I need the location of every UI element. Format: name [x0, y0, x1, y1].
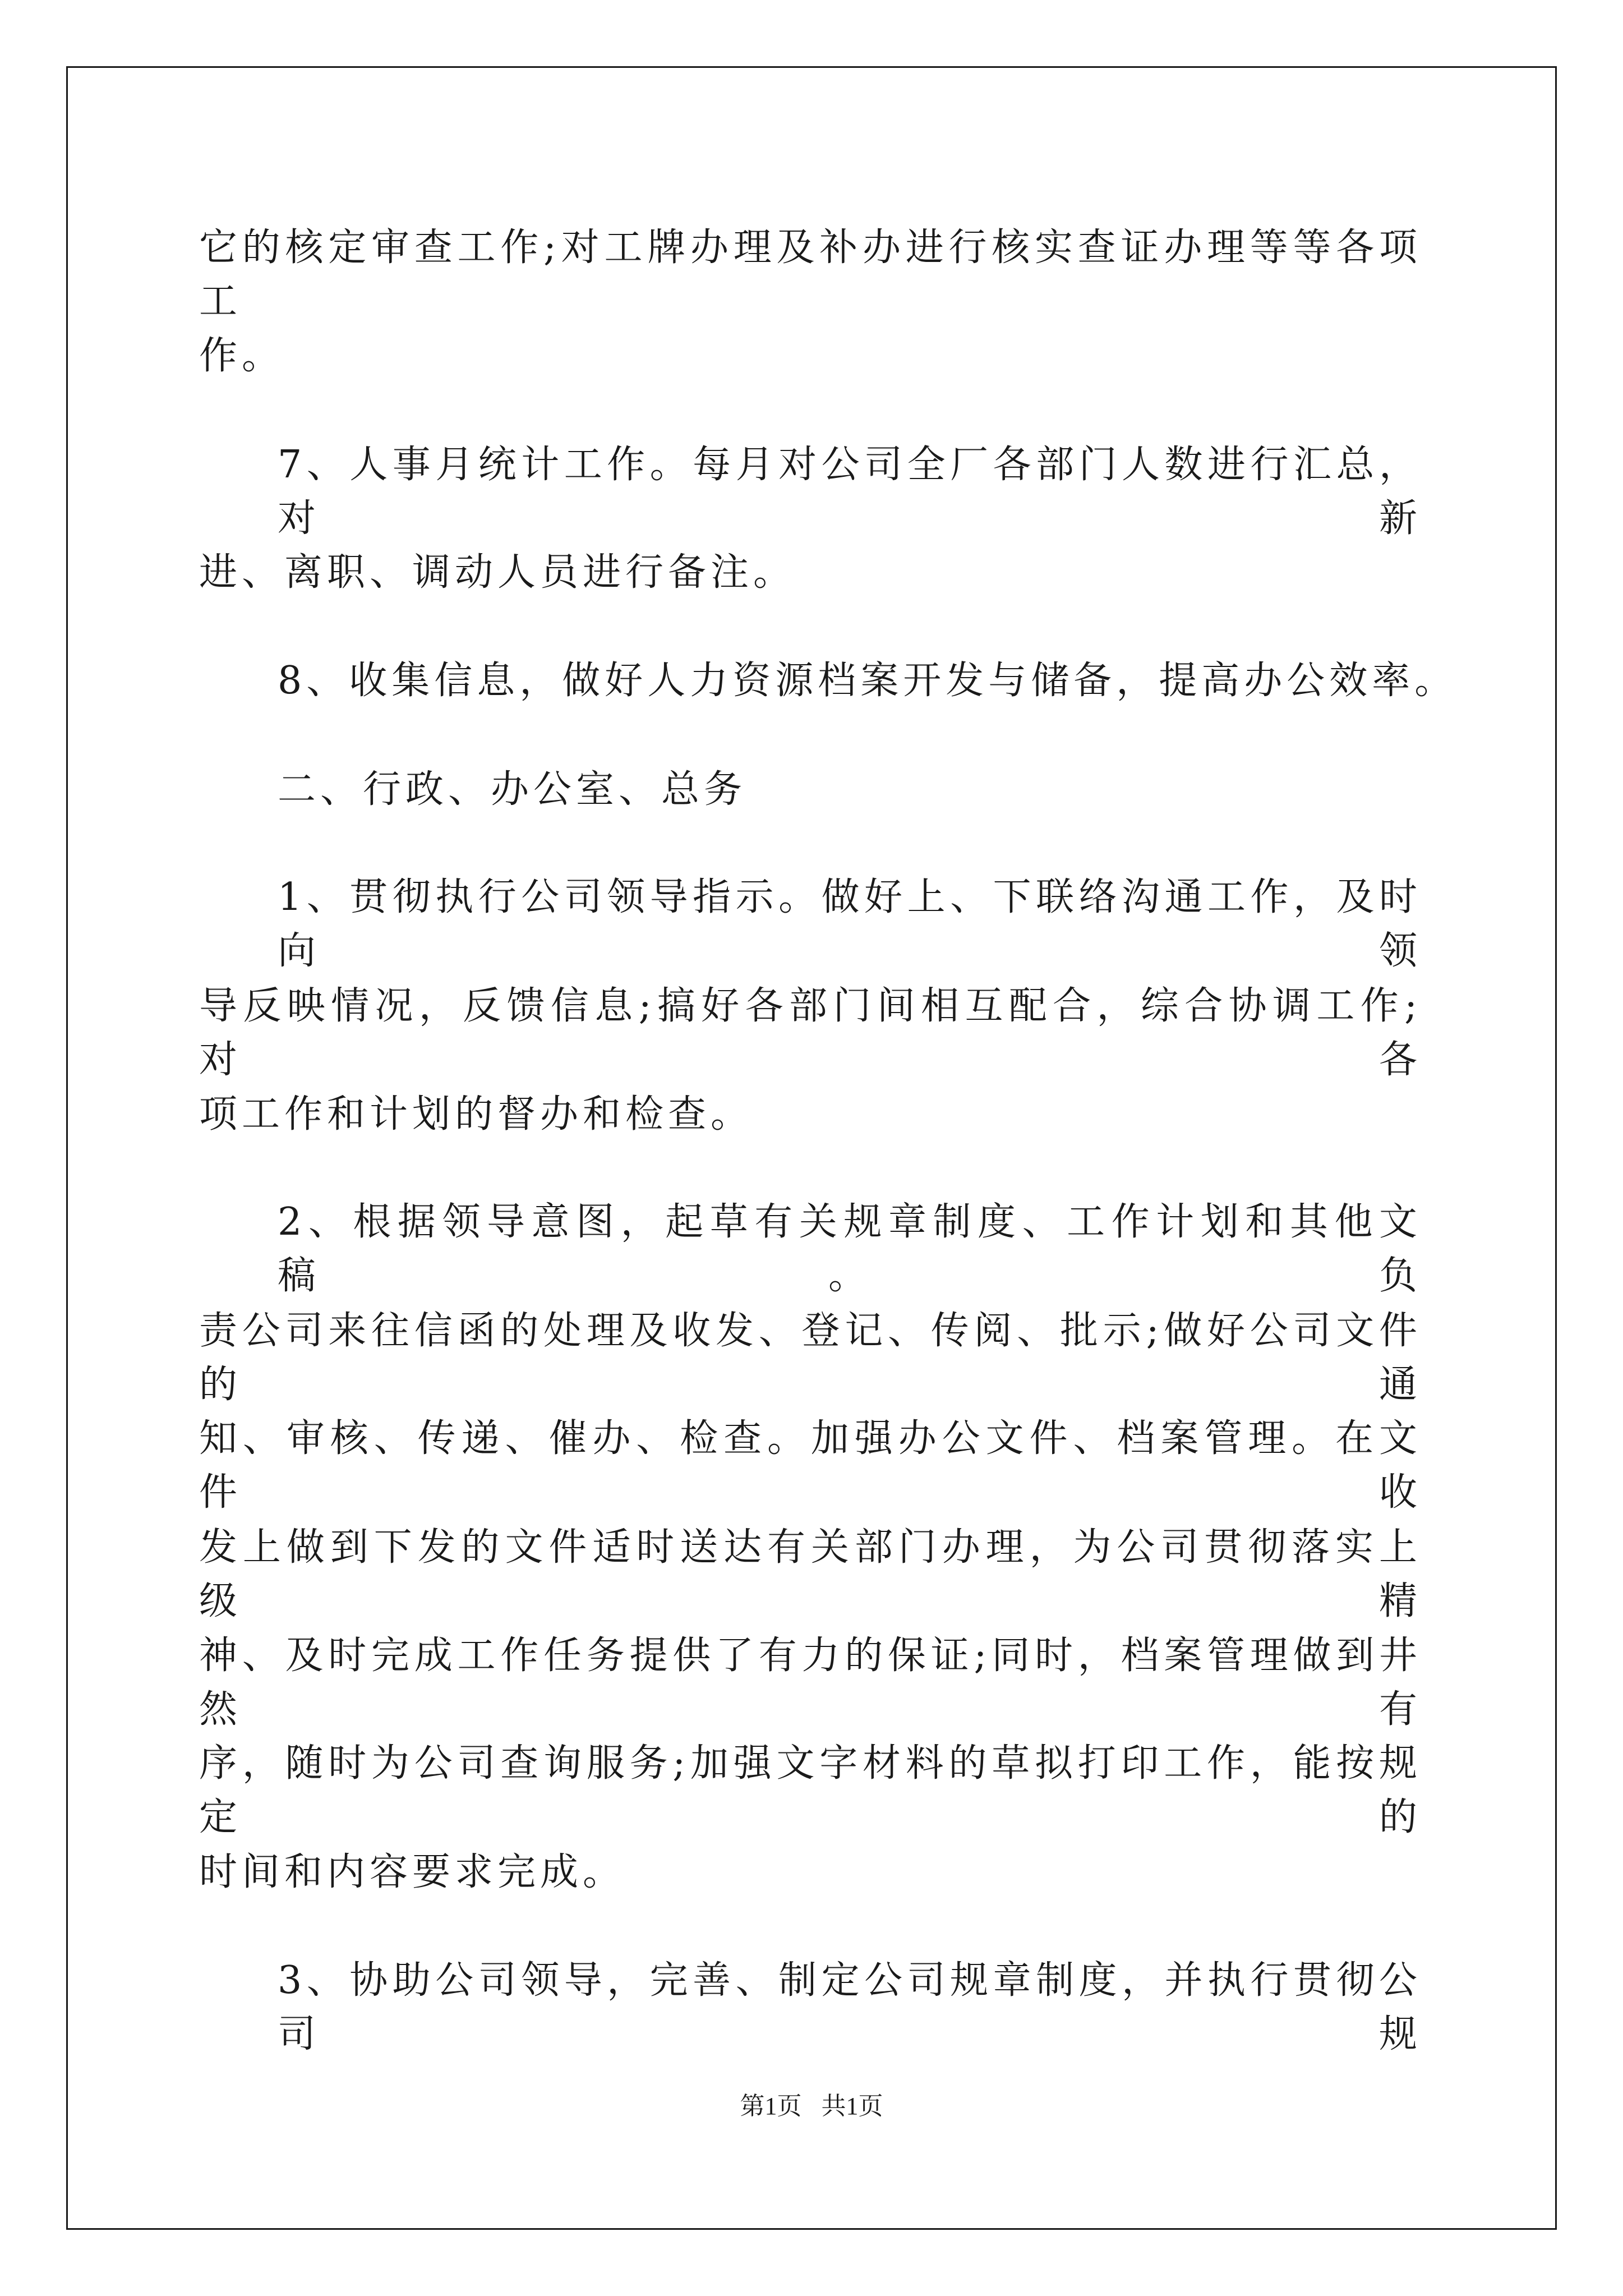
page-total: 共1页 — [821, 2092, 883, 2120]
section-heading: 二、行政、办公室、总务 — [278, 767, 747, 812]
page-footer — [0, 2086, 1623, 2122]
page-number: 第1页 — [740, 2092, 802, 2120]
body-line: 8、收集信息，做好人力资源档案开发与储备，提高办公效率。 — [278, 659, 1458, 703]
body-line: 7、人事月统计工作。每月对公司全厂各部门人数进行汇总，对新 — [278, 443, 1422, 541]
body-line: 责公司来往信函的处理及收发、登记、传阅、批示;做好公司文件的通 — [199, 1309, 1422, 1407]
page-border — [66, 66, 1557, 2230]
body-line: 它的核定审查工作;对工牌办理及补办进行核实查证办理等等各项工 — [199, 226, 1422, 324]
body-line: 3、协助公司领导，完善、制定公司规章制度，并执行贯彻公司规 — [278, 1958, 1422, 2056]
body-line: 知、审核、传递、催办、检查。加强办公文件、档案管理。在文件收 — [199, 1416, 1422, 1515]
body-line: 项工作和计划的督办和检查。 — [199, 1092, 754, 1137]
body-line: 导反映情况，反馈信息;搞好各部门间相互配合，综合协调工作;对各 — [199, 984, 1422, 1082]
body-line: 发上做到下发的文件适时送达有关部门办理，为公司贯彻落实上级精 — [199, 1525, 1422, 1623]
body-line: 1、贯彻执行公司领导指示。做好上、下联络沟通工作，及时向领 — [278, 875, 1422, 973]
body-line: 作。 — [199, 334, 285, 378]
body-line: 2、根据领导意图，起草有关规章制度、工作计划和其他文稿。负 — [278, 1200, 1422, 1298]
body-line: 时间和内容要求完成。 — [199, 1850, 626, 1894]
body-line: 序，随时为公司查询服务;加强文字材料的草拟打印工作，能按规定的 — [199, 1741, 1422, 1839]
body-line: 进、离职、调动人员进行备注。 — [199, 550, 796, 595]
body-line: 神、及时完成工作任务提供了有力的保证;同时，档案管理做到井然有 — [199, 1634, 1422, 1732]
